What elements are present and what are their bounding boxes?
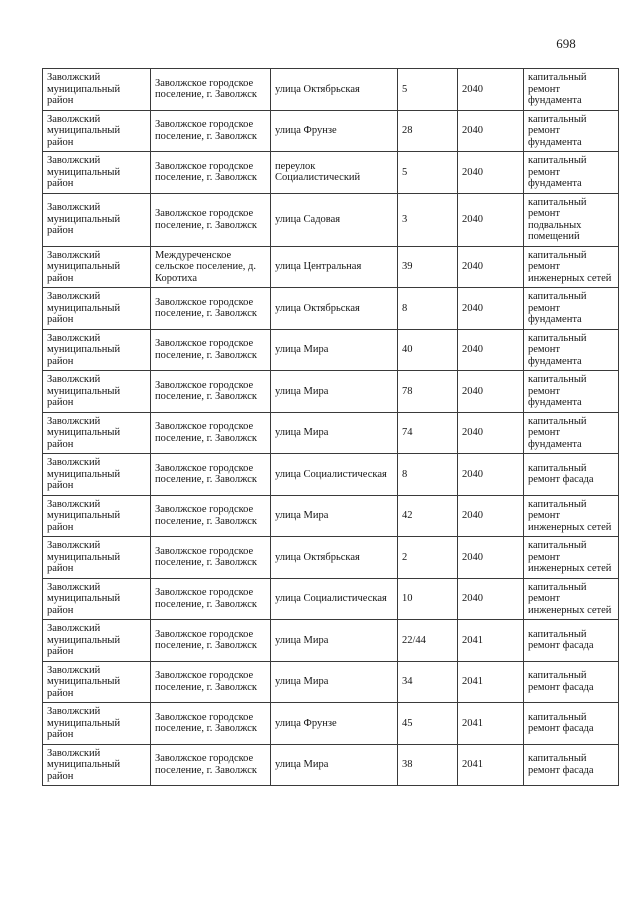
cell-district: Заволжский муниципальный район [43,193,151,246]
cell-street: улица Садовая [271,193,398,246]
table-row [43,620,619,662]
cell-house-number: 40 [398,329,458,371]
cell-settlement: Заволжское городское поселение, г. Заволжск [151,620,271,662]
cell-settlement: Заволжское городское поселение, г. Заволжск [151,193,271,246]
cell-settlement: Заволжское городское поселение, г. Заволжск [151,495,271,537]
cell-district: Заволжский муниципальный район [43,110,151,152]
cell-work-type: капитальный ремонт фасада [524,744,619,786]
table-row [43,412,619,454]
cell-house-number: 78 [398,371,458,413]
cell-year: 2040 [458,329,524,371]
cell-house-number: 34 [398,661,458,703]
cell-house-number: 38 [398,744,458,786]
table-row [43,661,619,703]
cell-settlement: Заволжское городское поселение, г. Заволжск [151,537,271,579]
cell-settlement: Заволжское городское поселение, г. Заволжск [151,454,271,496]
cell-district: Заволжский муниципальный район [43,537,151,579]
cell-house-number: 5 [398,69,458,111]
cell-district: Заволжский муниципальный район [43,454,151,496]
cell-house-number: 42 [398,495,458,537]
cell-year: 2040 [458,537,524,579]
table-row [43,69,619,111]
cell-work-type: капитальный ремонт фундамента [524,152,619,194]
cell-work-type: капитальный ремонт инженерных сетей [524,578,619,620]
cell-street: улица Октябрьская [271,69,398,111]
table-row [43,193,619,246]
page-number: 698 [556,36,576,51]
table-row [43,454,619,496]
cell-work-type: капитальный ремонт подвальных помещений [524,193,619,246]
cell-work-type: капитальный ремонт инженерных сетей [524,246,619,288]
cell-district: Заволжский муниципальный район [43,412,151,454]
cell-house-number: 5 [398,152,458,194]
cell-street: улица Мира [271,744,398,786]
cell-district: Заволжский муниципальный район [43,578,151,620]
cell-house-number: 8 [398,454,458,496]
cell-settlement: Заволжское городское поселение, г. Заволжск [151,110,271,152]
cell-house-number: 8 [398,288,458,330]
cell-district: Заволжский муниципальный район [43,152,151,194]
cell-house-number: 3 [398,193,458,246]
cell-year: 2041 [458,703,524,745]
table-row [43,371,619,413]
cell-year: 2040 [458,412,524,454]
cell-street: улица Социалистическая [271,454,398,496]
table-row [43,578,619,620]
cell-street: улица Фрунзе [271,703,398,745]
cell-settlement: Заволжское городское поселение, г. Заволжск [151,329,271,371]
cell-street: улица Мира [271,371,398,413]
cell-street: улица Социалистическая [271,578,398,620]
cell-settlement: Заволжское городское поселение, г. Заволжск [151,152,271,194]
cell-settlement: Заволжское городское поселение, г. Заволжск [151,744,271,786]
cell-district: Заволжский муниципальный район [43,371,151,413]
cell-street: улица Мира [271,329,398,371]
cell-work-type: капитальный ремонт фундамента [524,329,619,371]
cell-year: 2040 [458,110,524,152]
cell-house-number: 74 [398,412,458,454]
cell-settlement: Заволжское городское поселение, г. Заволжск [151,661,271,703]
cell-work-type: капитальный ремонт фасада [524,661,619,703]
cell-district: Заволжский муниципальный район [43,661,151,703]
cell-work-type: капитальный ремонт фундамента [524,371,619,413]
cell-district: Заволжский муниципальный район [43,620,151,662]
cell-year: 2041 [458,744,524,786]
cell-street: улица Мира [271,495,398,537]
cell-year: 2040 [458,69,524,111]
cell-street: улица Мира [271,661,398,703]
cell-house-number: 39 [398,246,458,288]
cell-year: 2040 [458,454,524,496]
cell-year: 2040 [458,246,524,288]
cell-work-type: капитальный ремонт фундамента [524,69,619,111]
cell-settlement: Заволжское городское поселение, г. Заволжск [151,412,271,454]
cell-work-type: капитальный ремонт фундамента [524,110,619,152]
cell-street: улица Октябрьская [271,288,398,330]
cell-work-type: капитальный ремонт фасада [524,454,619,496]
cell-work-type: капитальный ремонт фасада [524,620,619,662]
cell-street: улица Октябрьская [271,537,398,579]
cell-district: Заволжский муниципальный район [43,69,151,111]
table-row [43,537,619,579]
cell-year: 2040 [458,288,524,330]
cell-work-type: капитальный ремонт инженерных сетей [524,495,619,537]
table-row [43,288,619,330]
table-row [43,744,619,786]
cell-settlement: Заволжское городское поселение, г. Заволжск [151,288,271,330]
cell-district: Заволжский муниципальный район [43,329,151,371]
cell-district: Заволжский муниципальный район [43,744,151,786]
table-row [43,246,619,288]
cell-house-number: 28 [398,110,458,152]
cell-settlement: Заволжское городское поселение, г. Заволжск [151,371,271,413]
table-row [43,110,619,152]
cell-street: переулок Социалистический [271,152,398,194]
cell-work-type: капитальный ремонт фасада [524,703,619,745]
cell-year: 2040 [458,371,524,413]
cell-district: Заволжский муниципальный район [43,703,151,745]
cell-district: Заволжский муниципальный район [43,288,151,330]
table-row [43,703,619,745]
cell-work-type: капитальный ремонт инженерных сетей [524,537,619,579]
cell-house-number: 22/44 [398,620,458,662]
cell-settlement: Заволжское городское поселение, г. Заволжск [151,69,271,111]
cell-work-type: капитальный ремонт фундамента [524,412,619,454]
cell-settlement: Междуреченское сельское поселение, д. Коротиха [151,246,271,288]
table-body [43,69,619,786]
cell-year: 2041 [458,620,524,662]
cell-house-number: 10 [398,578,458,620]
cell-house-number: 2 [398,537,458,579]
cell-district: Заволжский муниципальный район [43,246,151,288]
table-row [43,152,619,194]
cell-year: 2040 [458,495,524,537]
cell-year: 2041 [458,661,524,703]
cell-street: улица Мира [271,412,398,454]
cell-work-type: капитальный ремонт фундамента [524,288,619,330]
cell-street: улица Мира [271,620,398,662]
cell-year: 2040 [458,578,524,620]
table-row [43,329,619,371]
cell-settlement: Заволжское городское поселение, г. Заволжск [151,703,271,745]
cell-house-number: 45 [398,703,458,745]
cell-street: улица Центральная [271,246,398,288]
cell-year: 2040 [458,193,524,246]
cell-street: улица Фрунзе [271,110,398,152]
repair-schedule-table [42,68,619,786]
cell-settlement: Заволжское городское поселение, г. Заволжск [151,578,271,620]
cell-district: Заволжский муниципальный район [43,495,151,537]
table-row [43,495,619,537]
cell-year: 2040 [458,152,524,194]
